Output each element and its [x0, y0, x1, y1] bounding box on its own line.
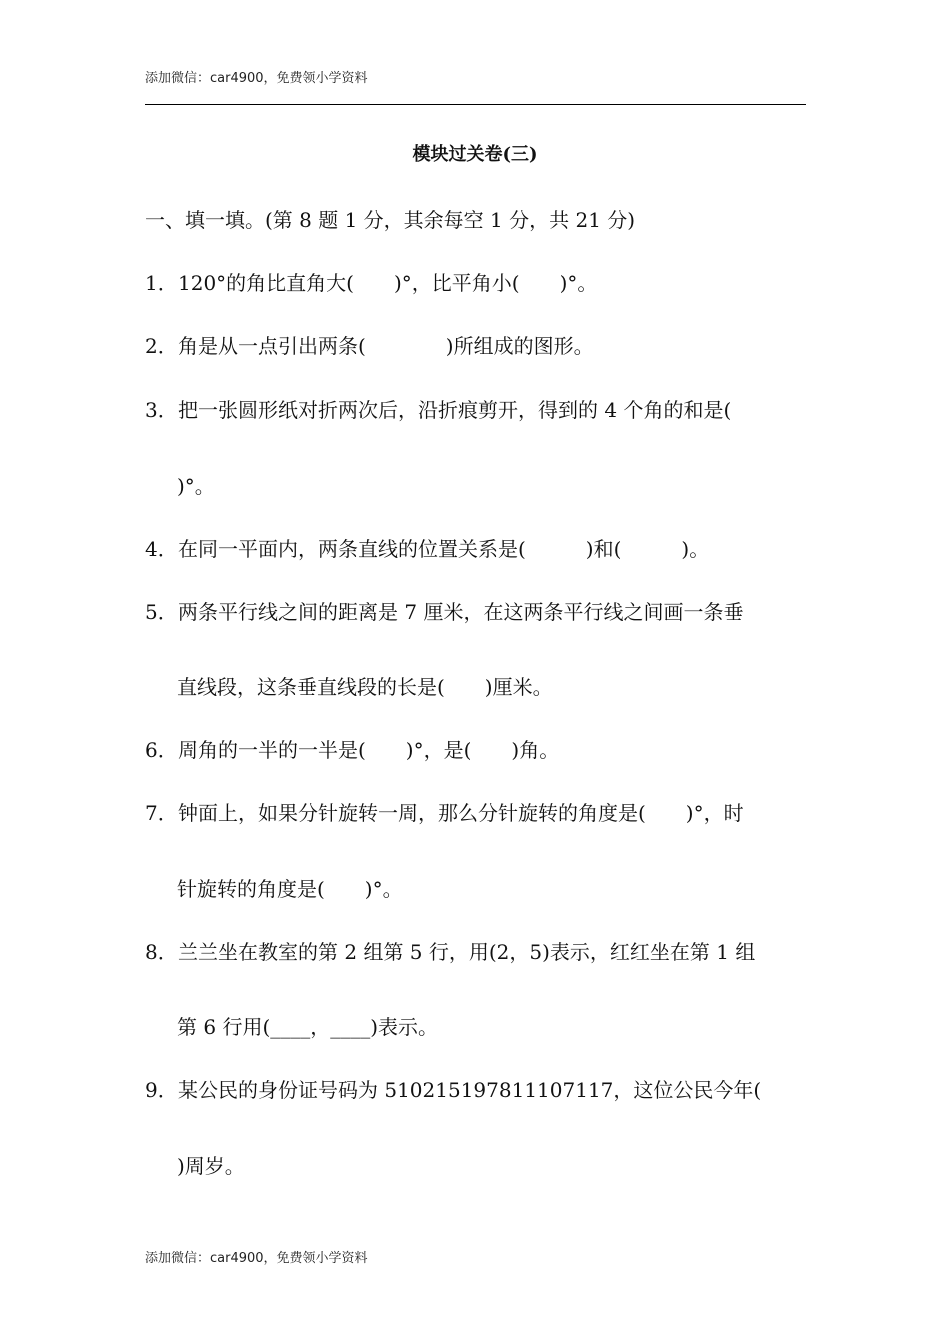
question-3-continuation: )°。 [177, 474, 215, 498]
question-1 [145, 267, 597, 296]
question-number: 1． [145, 271, 178, 295]
question-number: 7． [145, 801, 178, 825]
question-number: 5． [145, 600, 178, 624]
question-3 [145, 394, 731, 423]
question-text: 某公民的身份证号码为 510215197811107117，这位公民今年( [178, 1078, 762, 1102]
question-8 [145, 936, 755, 965]
question-text: 周角的一半的一半是( )°，是( )角。 [178, 738, 560, 762]
question-number: 3． [145, 398, 178, 422]
header-divider [145, 104, 806, 105]
question-6 [145, 734, 559, 763]
page-title: 模块过关卷(三) [412, 144, 538, 165]
question-9-continuation: )周岁。 [177, 1154, 245, 1178]
question-text: 在同一平面内，两条直线的位置关系是( )和( )。 [178, 537, 710, 561]
question-number: 2． [145, 334, 178, 358]
question-text: 钟面上，如果分针旋转一周，那么分针旋转的角度是( )°，时 [178, 801, 744, 825]
question-text: 兰兰坐在教室的第 2 组第 5 行，用(2，5)表示，红红坐在第 1 组 [178, 940, 756, 964]
question-text: 120°的角比直角大( )°，比平角小( )°。 [178, 271, 598, 295]
question-8-continuation: 第 6 行用(____，____)表示。 [177, 1015, 439, 1039]
question-text: 把一张圆形纸对折两次后，沿折痕剪开，得到的 4 个角的和是( [178, 398, 732, 422]
question-text: 角是从一点引出两条( )所组成的图形。 [178, 334, 594, 358]
question-number: 8． [145, 940, 178, 964]
question-7 [145, 797, 744, 826]
footer-watermark-note: 添加微信：car4900，免费领小学资料 [145, 1251, 368, 1266]
header-watermark-note: 添加微信：car4900，免费领小学资料 [145, 71, 368, 86]
question-5 [145, 596, 743, 625]
question-7-continuation: 针旋转的角度是( )°。 [177, 877, 403, 901]
question-text: 两条平行线之间的距离是 7 厘米，在这两条平行线之间画一条垂 [178, 600, 744, 624]
question-5-continuation: 直线段，这条垂直线段的长是( )厘米。 [177, 675, 553, 699]
question-2 [145, 330, 594, 359]
question-number: 9． [145, 1078, 178, 1102]
question-number: 4． [145, 537, 178, 561]
question-4 [145, 533, 709, 562]
question-number: 6． [145, 738, 178, 762]
question-9 [145, 1074, 761, 1103]
section-heading: 一、填一填。(第 8 题 1 分，其余每空 1 分，共 21 分) [145, 208, 636, 232]
